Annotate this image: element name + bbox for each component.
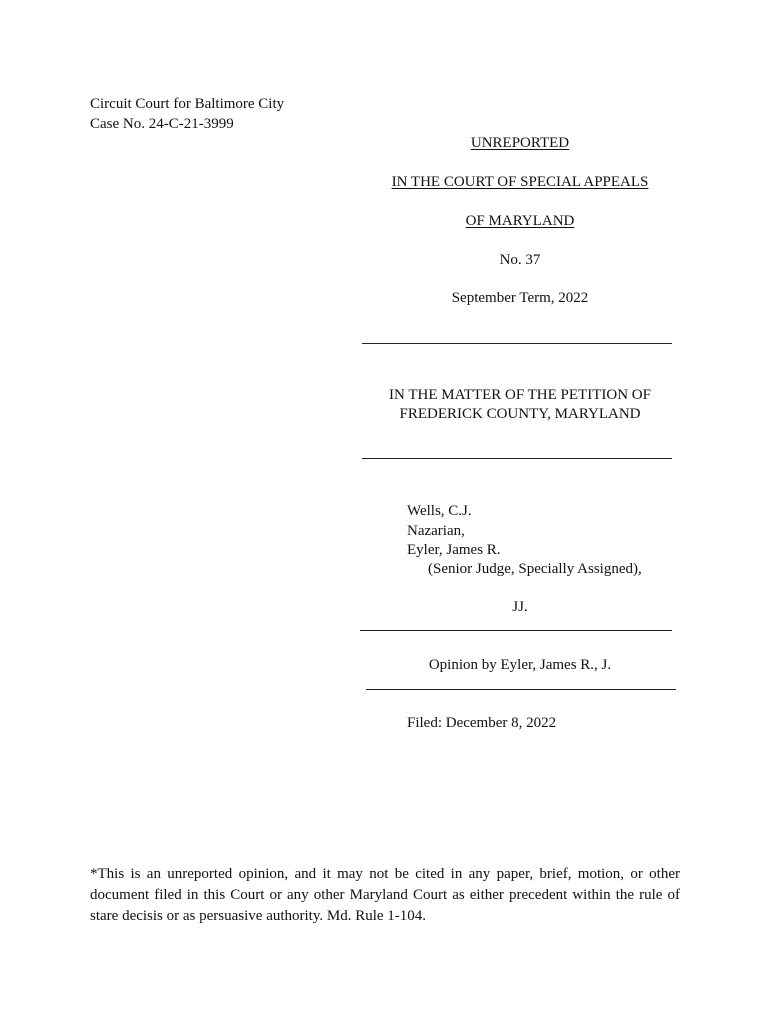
court-name-text1: IN THE COURT OF SPECIAL APPEALS	[391, 174, 649, 190]
judge-note: (Senior Judge, Specially Assigned),	[428, 561, 642, 577]
matter-line1: IN THE MATTER OF THE PETITION OF	[389, 387, 651, 403]
judge-name: Nazarian,	[407, 523, 465, 539]
unreported-heading	[360, 133, 680, 153]
unreported-label: UNREPORTED	[470, 135, 570, 151]
court-name-line2	[360, 211, 680, 231]
matter-line2: FREDERICK COUNTY, MARYLAND	[399, 406, 641, 422]
unreported-disclaimer-footnote: *This is an unreported opinion, and it may not be cited in any paper, brief, motion, or other document filed in this Court or any other Maryland Court as either precedent within the rule of stare decisis or as persuasive authority. Md. Rule 1-104.	[90, 866, 680, 924]
divider-rule	[360, 630, 672, 631]
judge-name: Eyler, James R.	[407, 542, 501, 558]
court-name-line1	[360, 172, 680, 192]
lower-court-name: Circuit Court for Baltimore City	[90, 96, 285, 112]
case-number: Case No. 24-C-21-3999	[90, 116, 234, 132]
filed-date: Filed: December 8, 2022	[407, 715, 557, 731]
divider-rule	[362, 343, 672, 344]
panel-suffix: JJ.	[512, 599, 528, 615]
court-name-text2: OF MARYLAND	[465, 213, 575, 229]
docket-number: No. 37	[499, 252, 541, 268]
judge-name: Wells, C.J.	[407, 503, 472, 519]
term: September Term, 2022	[451, 290, 589, 306]
divider-rule	[362, 458, 672, 459]
divider-rule	[366, 689, 676, 690]
opinion-author: Opinion by Eyler, James R., J.	[428, 657, 612, 673]
